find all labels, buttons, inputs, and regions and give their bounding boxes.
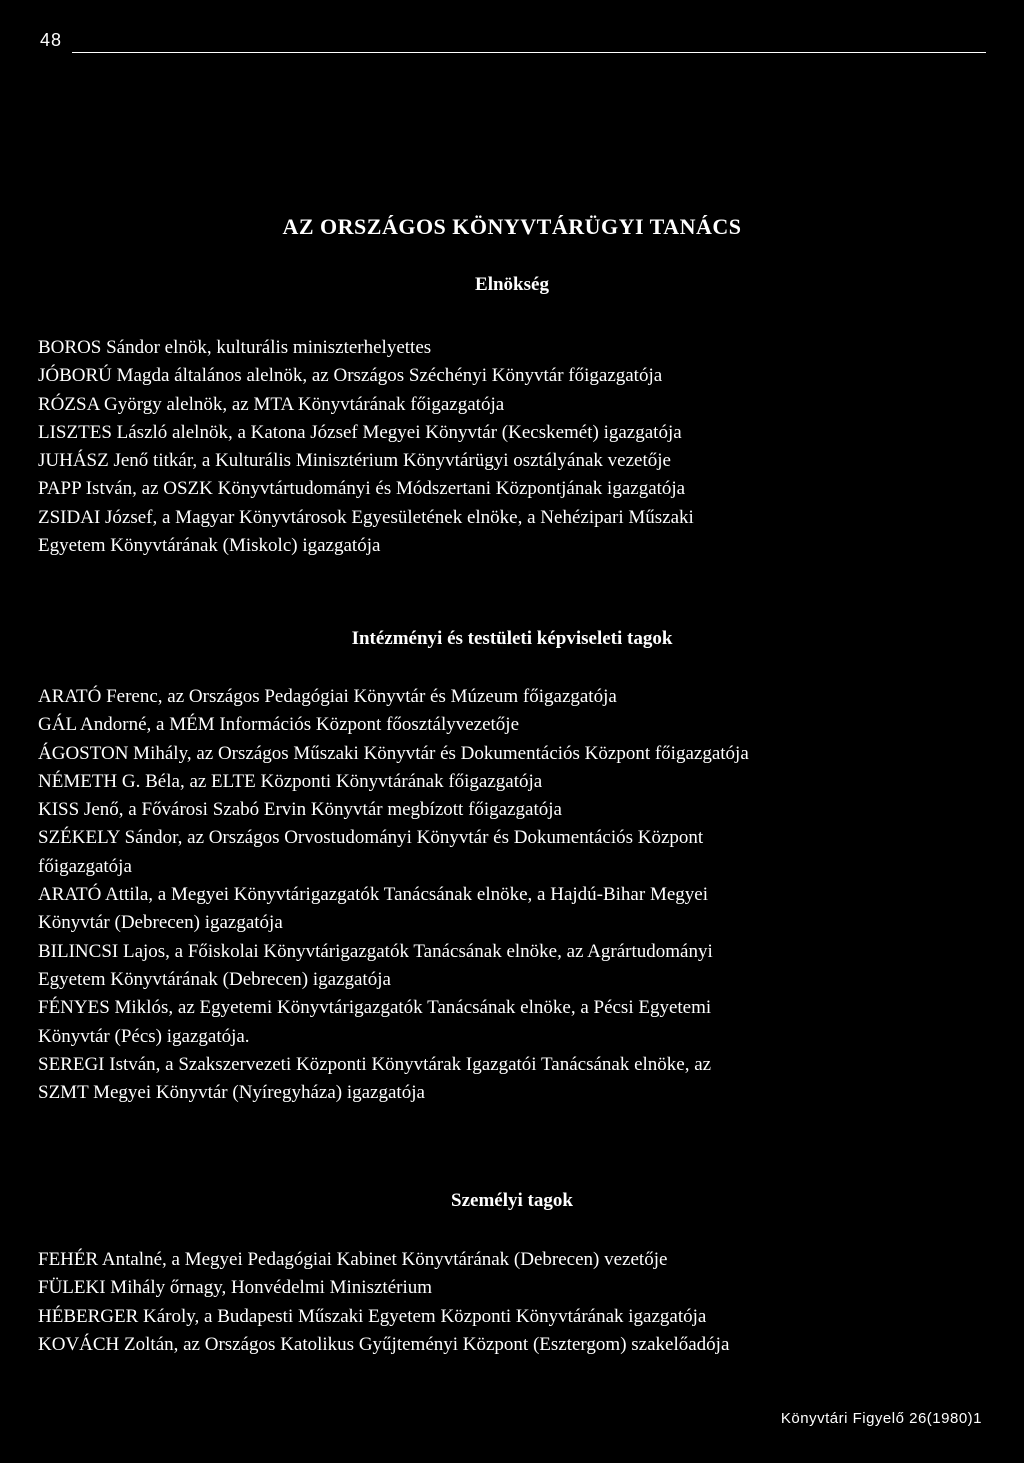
entry-line: HÉBERGER Károly, a Budapesti Műszaki Egyetem Központi Könyvtárának igazgatója: [38, 1305, 707, 1327]
list-item: [38, 824, 988, 881]
entry-line: SZÉKELY Sándor, az Országos Orvostudományi Könyvtár és Dokumentációs Központ: [38, 827, 704, 849]
list-item: [38, 475, 988, 503]
entry-line: PAPP István, az OSZK Könyvtártudományi és Módszertani Központjának igazgatója: [38, 478, 686, 500]
entry-line: SEREGI István, a Szakszervezeti Központi Könyvtárak Igazgatói Tanácsának elnöke, az: [38, 1053, 712, 1075]
list-item: [38, 768, 988, 796]
list-item: [38, 683, 988, 711]
entry-line: JÓBORÚ Magda általános alelnök, az Országos Széchényi Könyvtár főigazgatója: [38, 365, 663, 387]
entry-line-continued: Könyvtár (Debrecen) igazgatója: [38, 912, 283, 934]
list-item: [38, 447, 988, 475]
list-item: [38, 1274, 988, 1302]
entry-line: ZSIDAI József, a Magyar Könyvtárosok Egyesületének elnöke, a Nehézipari Műszaki: [38, 506, 694, 528]
entry-line: ÁGOSTON Mihály, az Országos Műszaki Könyvtár és Dokumentációs Központ főigazgatója: [38, 742, 749, 764]
header-rule: [72, 52, 986, 53]
page-number: 48: [40, 30, 63, 50]
section-list-elnokseg: [38, 334, 988, 560]
list-item: [38, 1246, 988, 1274]
entry-line: FEHÉR Antalné, a Megyei Pedagógiai Kabinet Könyvtárának (Debrecen) vezetője: [38, 1249, 668, 1270]
list-item: [38, 1331, 988, 1359]
entry-line: FÜLEKI Mihály őrnagy, Honvédelmi Minisztérium: [38, 1277, 433, 1299]
list-item: [38, 504, 988, 561]
journal-footer: Könyvtári Figyelő 26(1980)1: [780, 1410, 982, 1427]
list-item: [38, 881, 988, 938]
entry-line: LISZTES László alelnök, a Katona József Megyei Könyvtár (Kecskemét) igazgatója: [38, 421, 682, 443]
section-heading-elnokseg: Elnökség: [475, 274, 549, 295]
section-heading-szemelyi: Személyi tagok: [451, 1190, 573, 1211]
list-item: [38, 938, 988, 995]
entry-line: ARATÓ Attila, a Megyei Könyvtárigazgatók Tanácsának elnöke, a Hajdú-Bihar Megyei: [38, 884, 708, 906]
list-item: [38, 796, 988, 824]
entry-line-continued: SZMT Megyei Könyvtár (Nyíregyháza) igazgatója: [38, 1082, 425, 1104]
entry-line: JUHÁSZ Jenő titkár, a Kulturális Minisztérium Könyvtárügyi osztályának vezetője: [38, 450, 671, 472]
entry-line-continued: főigazgatója: [38, 855, 132, 877]
section-list-intezmenyi: [38, 683, 988, 1107]
entry-line: ARATÓ Ferenc, az Országos Pedagógiai Könyvtár és Múzeum főigazgatója: [38, 686, 617, 707]
entry-line: KISS Jenő, a Fővárosi Szabó Ervin Könyvtár megbízott főigazgatója: [38, 799, 562, 821]
entry-line: KOVÁCH Zoltán, az Országos Katolikus Gyűjteményi Központ (Esztergom) szakelőadója: [38, 1333, 730, 1355]
entry-line: GÁL Andorné, a MÉM Információs Központ főosztályvezetője: [38, 714, 520, 736]
entry-line: NÉMETH G. Béla, az ELTE Központi Könyvtárának főigazgatója: [38, 770, 543, 792]
list-item: [38, 994, 988, 1051]
list-item: [38, 334, 988, 362]
entry-line-continued: Egyetem Könyvtárának (Debrecen) igazgatója: [38, 968, 391, 990]
list-item: [38, 391, 988, 419]
entry-line: BOROS Sándor elnök, kulturális miniszterhelyettes: [38, 337, 432, 358]
entry-line: FÉNYES Miklós, az Egyetemi Könyvtárigazgatók Tanácsának elnöke, a Pécsi Egyetemi: [38, 997, 712, 1019]
section-heading-intezmenyi: Intézményi és testületi képviseleti tagok: [351, 628, 673, 649]
list-item: [38, 711, 988, 739]
list-item: [38, 419, 988, 447]
entry-line: RÓZSA György alelnök, az MTA Könyvtárának főigazgatója: [38, 393, 505, 415]
list-item: [38, 1303, 988, 1331]
section-list-szemelyi: [38, 1246, 988, 1359]
list-item: [38, 740, 988, 768]
entry-line-continued: Könyvtár (Pécs) igazgatója.: [38, 1025, 250, 1047]
page-title: AZ ORSZÁGOS KÖNYVTÁRÜGYI TANÁCS: [282, 214, 742, 239]
entry-line-continued: Egyetem Könyvtárának (Miskolc) igazgatója: [38, 535, 381, 557]
list-item: [38, 1051, 988, 1108]
entry-line: BILINCSI Lajos, a Főiskolai Könyvtárigazgatók Tanácsának elnöke, az Agrártudományi: [38, 940, 713, 962]
list-item: [38, 362, 988, 390]
